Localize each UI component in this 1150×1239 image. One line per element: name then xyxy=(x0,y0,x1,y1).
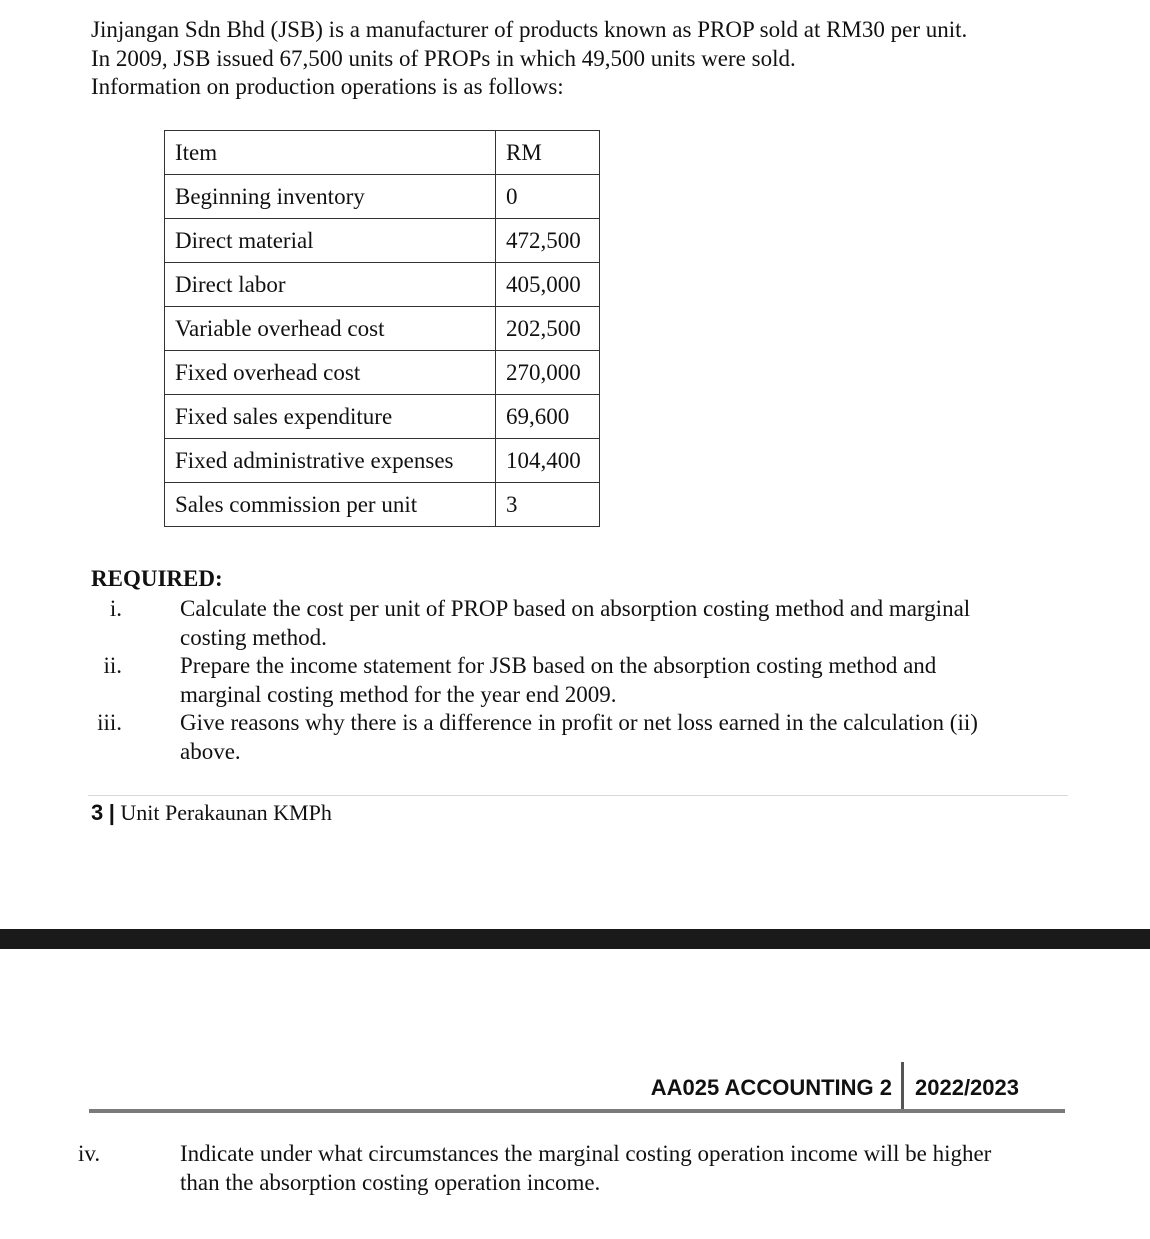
item-text xyxy=(180,595,1080,652)
item-text-line: above. xyxy=(180,738,241,764)
footer-divider xyxy=(88,795,1068,796)
page-header xyxy=(0,1062,1150,1112)
row-item: Variable overhead cost xyxy=(165,307,496,351)
row-item: Direct labor xyxy=(165,263,496,307)
intro-line: Jinjangan Sdn Bhd (JSB) is a manufacturer of products known as PROP sold at RM30 per unit. xyxy=(91,17,968,42)
required-heading: REQUIRED: xyxy=(91,566,223,591)
row-item: Fixed overhead cost xyxy=(165,351,496,395)
row-amount: 0 xyxy=(496,175,600,219)
intro-paragraph xyxy=(91,16,1091,102)
table-row xyxy=(165,439,600,483)
table-row xyxy=(165,395,600,439)
item-text-line: Give reasons why there is a difference in profit or net loss earned in the calculation (ii) xyxy=(180,710,978,735)
table-row xyxy=(165,351,600,395)
page-break-bar xyxy=(0,929,1150,949)
row-item: Fixed administrative expenses xyxy=(165,439,496,483)
list-item xyxy=(0,709,1150,766)
item-number: iii. xyxy=(97,710,122,735)
item-text-line: marginal costing method for the year end 2009. xyxy=(180,681,617,707)
row-amount: 270,000 xyxy=(496,351,600,395)
item-text-line: Calculate the cost per unit of PROP based on absorption costing method and marginal xyxy=(180,596,971,621)
table-row xyxy=(165,483,600,527)
intro-line: Information on production operations is as follows: xyxy=(91,74,564,99)
page-footer xyxy=(91,800,332,826)
footer-separator: | xyxy=(108,800,115,825)
header-amount: RM xyxy=(496,131,600,175)
item-number: i. xyxy=(109,596,122,621)
row-amount: 405,000 xyxy=(496,263,600,307)
table-row xyxy=(165,219,600,263)
table-row xyxy=(165,175,600,219)
row-amount: 3 xyxy=(496,483,600,527)
required-list xyxy=(0,595,1150,766)
item-number: iv. xyxy=(78,1141,101,1166)
item-text xyxy=(180,709,1080,766)
row-amount: 104,400 xyxy=(496,439,600,483)
item-text-line: Indicate under what circumstances the marginal costing operation income will be higher xyxy=(180,1141,992,1166)
item-text xyxy=(180,652,1080,709)
course-title: AA025 ACCOUNTING 2 xyxy=(650,1075,892,1100)
item-number: ii. xyxy=(103,653,122,678)
academic-year: 2022/2023 xyxy=(915,1075,1019,1100)
list-item xyxy=(0,652,1150,709)
row-amount: 69,600 xyxy=(496,395,600,439)
item-text-line: costing method. xyxy=(180,624,327,650)
header-item: Item xyxy=(165,131,496,175)
row-item: Fixed sales expenditure xyxy=(165,395,496,439)
list-item xyxy=(0,595,1150,652)
item-text-line: than the absorption costing operation income. xyxy=(180,1170,601,1195)
header-divider xyxy=(901,1062,904,1110)
item-text xyxy=(180,1139,1080,1197)
row-item: Direct material xyxy=(165,219,496,263)
production-cost-table xyxy=(164,130,600,527)
row-item: Beginning inventory xyxy=(165,175,496,219)
table-header-row xyxy=(165,131,600,175)
table-row xyxy=(165,307,600,351)
table-row xyxy=(165,263,600,307)
row-amount: 472,500 xyxy=(496,219,600,263)
row-amount: 202,500 xyxy=(496,307,600,351)
item-text-line: Prepare the income statement for JSB based on the absorption costing method and xyxy=(180,653,937,678)
header-underline xyxy=(89,1109,1065,1113)
footer-unit: Unit Perakaunan KMPh xyxy=(120,800,332,825)
page-number: 3 xyxy=(91,800,104,825)
intro-line: In 2009, JSB issued 67,500 units of PROPs in which 49,500 units were sold. xyxy=(91,45,796,71)
row-item: Sales commission per unit xyxy=(165,483,496,527)
